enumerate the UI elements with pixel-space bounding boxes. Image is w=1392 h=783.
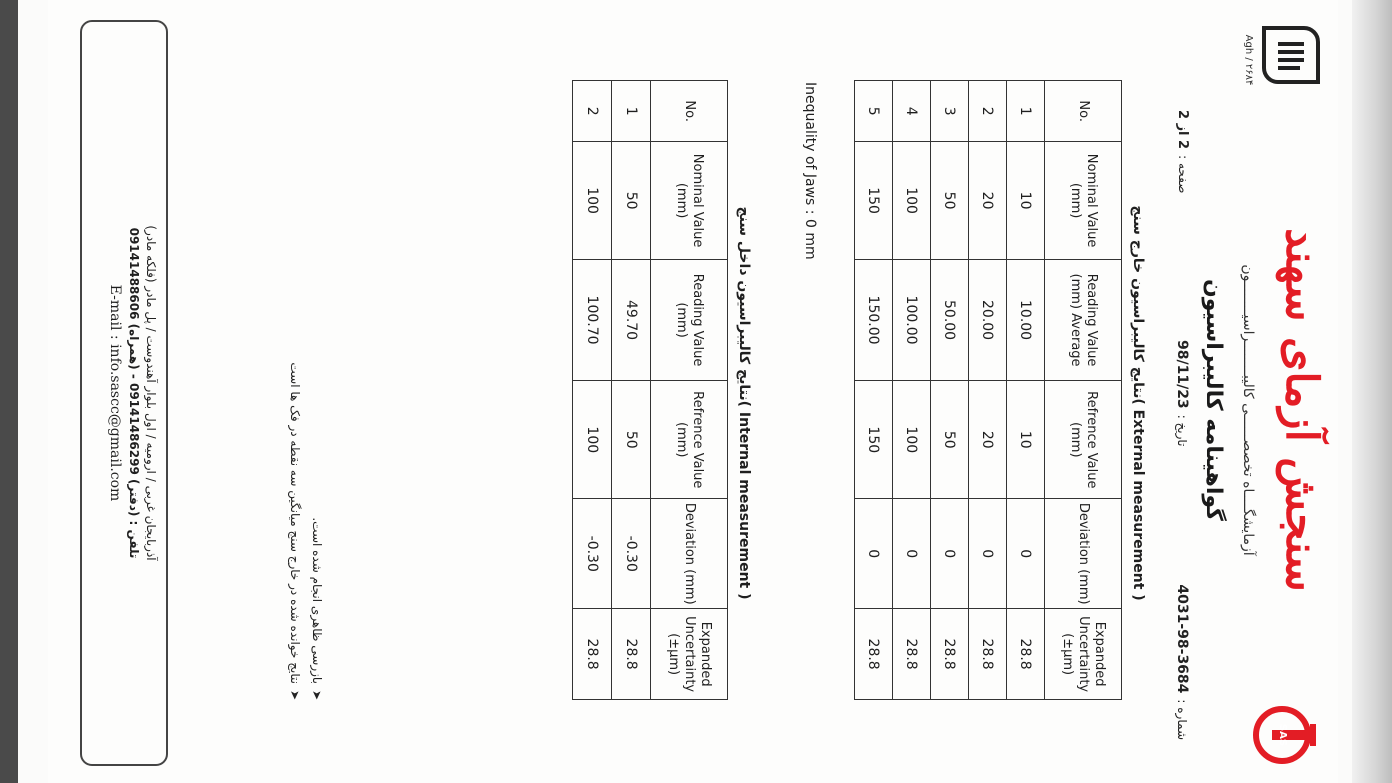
footer-box <box>80 20 168 766</box>
accreditation-code: Agh / ۲۶۸۴ <box>1243 34 1254 86</box>
certificate-number <box>1174 584 1190 740</box>
table-cell: 150 <box>855 142 893 259</box>
column-header: Reading Value (mm) Average <box>1045 259 1122 381</box>
table-cell: 28.8 <box>855 609 893 700</box>
table-cell: 100.00 <box>893 259 931 381</box>
internal-section-title <box>736 60 752 740</box>
table-cell: 0 <box>855 499 893 609</box>
table-cell: 150 <box>855 381 893 499</box>
table-cell: 0 <box>969 499 1007 609</box>
table-cell: 20 <box>969 142 1007 259</box>
table-cell: 0 <box>893 499 931 609</box>
table-cell: 0 <box>1007 499 1045 609</box>
column-header: Deviation (mm) <box>651 499 728 609</box>
table-cell: 100 <box>893 142 931 259</box>
table-cell: 28.8 <box>893 609 931 700</box>
table-header-row <box>1045 81 1122 700</box>
company-subtitle: آزمایشگــــاه تخصصــــــی کالیبــــــــراسیــــــــون <box>1240 264 1256 556</box>
table-cell: 2 <box>969 81 1007 142</box>
table-cell: 10 <box>1007 381 1045 499</box>
table-cell: 50 <box>931 142 969 259</box>
table-cell: 28.8 <box>931 609 969 700</box>
scan-edge-left <box>0 0 18 783</box>
number-label: شماره : <box>1175 699 1189 740</box>
footer-email: E-mail : info.sascc@gmail.com <box>107 284 123 502</box>
external-table <box>854 80 1122 700</box>
certificate-page-number <box>1175 110 1190 193</box>
footer-phone: تلفن : (دفتر) 09141486299 - (همراه) 09141488606 <box>127 227 141 559</box>
note-item <box>284 80 306 700</box>
column-header: Deviation (mm) <box>1045 499 1122 609</box>
table-cell: 100 <box>573 381 612 499</box>
table-cell: 10.00 <box>1007 259 1045 381</box>
table-row <box>855 81 893 700</box>
external-section-title <box>1130 60 1146 740</box>
table-row <box>931 81 969 700</box>
certificate-page <box>48 0 1338 783</box>
table-cell: 50 <box>931 381 969 499</box>
table-cell: 50.00 <box>931 259 969 381</box>
table-cell: 50 <box>612 381 651 499</box>
note-text: نتایج خوانده شده در خارج سنج میانگین سه نقطه در فک ها است <box>288 362 302 684</box>
column-header: Refrence Value (mm) <box>651 381 728 499</box>
certificate-title: گواهینامه کالیبراسیون <box>1201 279 1226 521</box>
table-cell: 100 <box>893 381 931 499</box>
column-header: Reading Value (mm) <box>651 259 728 381</box>
internal-table <box>572 80 728 700</box>
standard-seal-icon <box>1256 20 1326 90</box>
table-cell: 50 <box>612 142 651 259</box>
external-title-fa: نتایج کالیبراسیون خارج سنج <box>1130 205 1146 399</box>
column-header: Nominal Value (mm) <box>1045 142 1122 259</box>
sas-logo-text: SAS <box>1277 723 1288 747</box>
internal-title-fa: نتایج کالیبراسیون داخل سنج <box>736 206 752 401</box>
company-name: سنجش آزمای سهند <box>1276 228 1327 592</box>
table-cell: 5 <box>855 81 893 142</box>
table-cell: -0.30 <box>612 499 651 609</box>
page-label: صفحه : <box>1176 155 1190 194</box>
sas-logo <box>1250 700 1320 770</box>
scan-edge-right <box>1352 0 1392 783</box>
certificate-date <box>1174 340 1190 446</box>
table-row <box>893 81 931 700</box>
notes-list <box>284 80 328 700</box>
page-value: 2 از 2 <box>1175 110 1190 150</box>
table-cell: -0.30 <box>573 499 612 609</box>
date-value: 98/11/23 <box>1174 340 1190 409</box>
table-cell: 2 <box>573 81 612 142</box>
table-row <box>612 81 651 700</box>
note-bullet-icon: ➤ <box>310 689 324 700</box>
table-row <box>573 81 612 700</box>
column-header: Refrence Value (mm) <box>1045 381 1122 499</box>
column-header: No. <box>651 81 728 142</box>
table-cell: 4 <box>893 81 931 142</box>
internal-title-en: ( Internal measurement ) <box>736 400 752 600</box>
column-header: Expanded Uncertainty (±μm) <box>1045 609 1122 700</box>
table-cell: 20 <box>969 381 1007 499</box>
table-cell: 100.70 <box>573 259 612 381</box>
note-item <box>306 80 328 700</box>
table-row <box>969 81 1007 700</box>
table-header-row <box>651 81 728 700</box>
table-row <box>1007 81 1045 700</box>
table-cell: 28.8 <box>612 609 651 700</box>
note-text: بازرسی ظاهری انجام شده است. <box>310 517 324 684</box>
table-cell: 28.8 <box>969 609 1007 700</box>
note-bullet-icon: ➤ <box>288 689 302 700</box>
jaws-note: Inequality of Jaws : 0 mm <box>802 82 818 260</box>
table-cell: 1 <box>612 81 651 142</box>
standard-logo <box>1236 20 1326 100</box>
number-value: 3684-98-4031 <box>1174 584 1190 694</box>
footer-address: آذربایجان غربی / ارومیه / اول بلوار آهندوست / پل مادر (فلکه مادر) <box>144 225 158 561</box>
external-title-en: ( External measurement ) <box>1130 398 1146 601</box>
table-cell: 100 <box>573 142 612 259</box>
certificate-meta <box>1166 40 1190 740</box>
table-cell: 49.70 <box>612 259 651 381</box>
table-cell: 150.00 <box>855 259 893 381</box>
column-header: No. <box>1045 81 1122 142</box>
table-cell: 1 <box>1007 81 1045 142</box>
table-cell: 0 <box>931 499 969 609</box>
table-cell: 20.00 <box>969 259 1007 381</box>
table-cell: 28.8 <box>573 609 612 700</box>
date-label: تاریخ : <box>1175 414 1189 447</box>
column-header: Expanded Uncertainty (±μm) <box>651 609 728 700</box>
table-cell: 3 <box>931 81 969 142</box>
table-cell: 28.8 <box>1007 609 1045 700</box>
column-header: Nominal Value (mm) <box>651 142 728 259</box>
table-cell: 10 <box>1007 142 1045 259</box>
